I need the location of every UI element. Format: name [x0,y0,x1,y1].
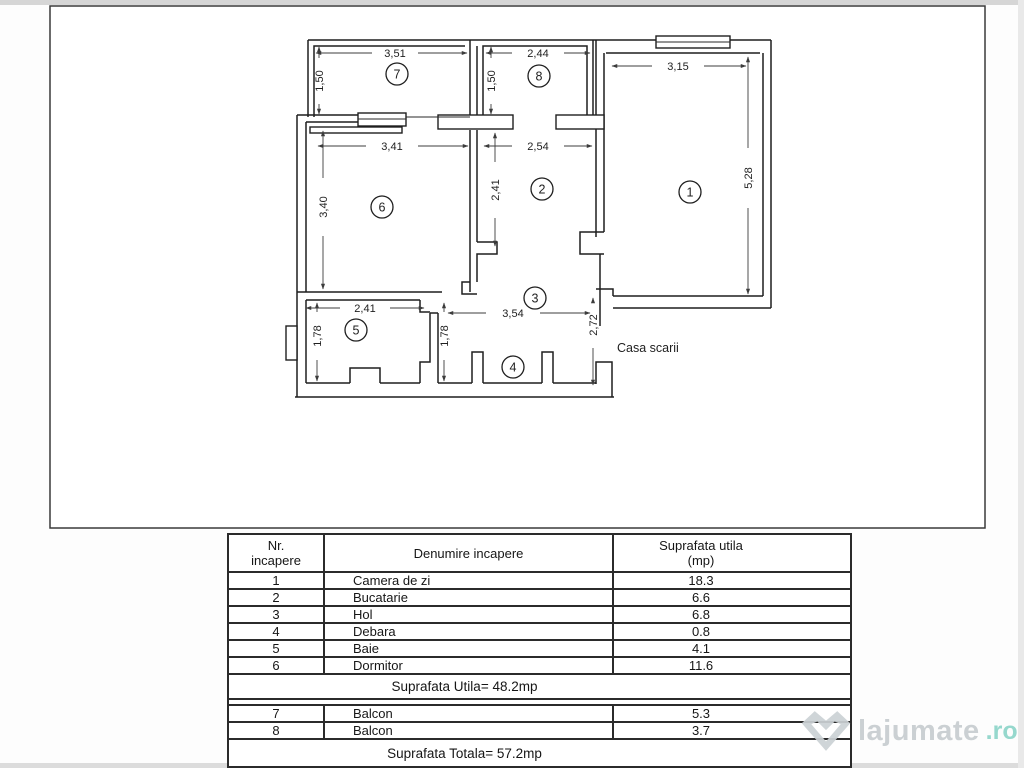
table-row [229,656,850,673]
svg-text:8: 8 [535,69,543,84]
dim-label: 1,78 [312,325,324,347]
room-label-7 [386,63,408,85]
header-name: Denumire incapere [325,535,614,571]
dim-label: 5,28 [743,167,755,189]
cell-name: Camera de zi [325,573,614,588]
cell-area: 18.3 [688,573,714,588]
header-area [614,535,850,571]
svg-text:3: 3 [531,291,539,306]
svg-text:7: 7 [393,67,401,82]
svg-text:6: 6 [378,200,386,215]
dim-label: 2,72 [588,314,600,336]
header-area-line2: (mp) [687,553,715,568]
sheet-frame [50,6,985,528]
dim-label: 1,78 [439,325,451,347]
cell-area: 4.1 [691,641,711,656]
lajumate-heart-icon [800,709,852,753]
total-row: Suprafata Totala= 57.2mp [229,738,850,766]
cell-name: Debara [325,624,614,639]
cell-name: Balcon [325,723,614,738]
dim-label: 3,54 [502,308,524,320]
svg-text:4: 4 [509,360,517,375]
svg-text:1: 1 [686,185,694,200]
header-area-line1: Suprafata utila [659,538,743,553]
cell-area: 0.8 [691,624,711,639]
area-table [227,533,852,768]
subtotal-row: Suprafata Utila= 48.2mp [229,673,850,698]
table-row [229,605,850,622]
cell-nr: 8 [229,723,325,738]
dim-label: 3,40 [318,196,330,218]
room-label-4 [502,356,524,378]
dim-label: 1,50 [314,70,326,92]
table-row [229,571,850,588]
header-nr-line2: incapere [251,553,301,568]
table-header-row [229,535,850,571]
cell-name: Bucatarie [325,590,614,605]
dim-label: 3,41 [381,141,403,153]
room-label-8 [528,65,550,87]
cell-name: Baie [325,641,614,656]
room-label-1 [679,181,701,203]
table-row [229,704,850,721]
svg-text:2: 2 [538,182,546,197]
cell-nr: 5 [229,641,325,656]
room-label-3 [524,287,546,309]
cell-nr: 4 [229,624,325,639]
dim-label: 2,54 [527,141,549,153]
header-nr [229,535,325,571]
cell-area: 3.7 [691,723,711,738]
cell-name: Balcon [325,706,614,721]
dim-label: 3,51 [384,48,406,60]
cell-area: 6.6 [691,590,711,605]
stairwell-label: Casa scarii [617,341,679,355]
header-nr-line1: Nr. [267,538,285,553]
svg-text:5: 5 [352,323,360,338]
cell-nr: 6 [229,658,325,673]
dim-label: 3,15 [667,61,689,73]
dim-label: 2,41 [354,303,376,315]
table-row [229,639,850,656]
cell-nr: 3 [229,607,325,622]
table-row [229,721,850,738]
room-label-6 [371,196,393,218]
room-label-5 [345,319,367,341]
dim-label: 2,41 [490,179,502,201]
cell-nr: 7 [229,706,325,721]
table-row [229,622,850,639]
dim-label: 1,50 [486,70,498,92]
dim-label: 2,44 [527,48,549,60]
cell-nr: 2 [229,590,325,605]
cell-area: 11.6 [688,658,714,673]
cell-nr: 1 [229,573,325,588]
cell-area: 5.3 [691,706,711,721]
room-label-2 [531,178,553,200]
watermark-tld: .ro [985,716,1018,745]
cell-area: 6.8 [691,607,711,622]
watermark-brand: lajumate [858,714,980,747]
cell-name: Dormitor [325,658,614,673]
cell-name: Hol [325,607,614,622]
table-row [229,588,850,605]
watermark-lajumate [800,709,1018,753]
